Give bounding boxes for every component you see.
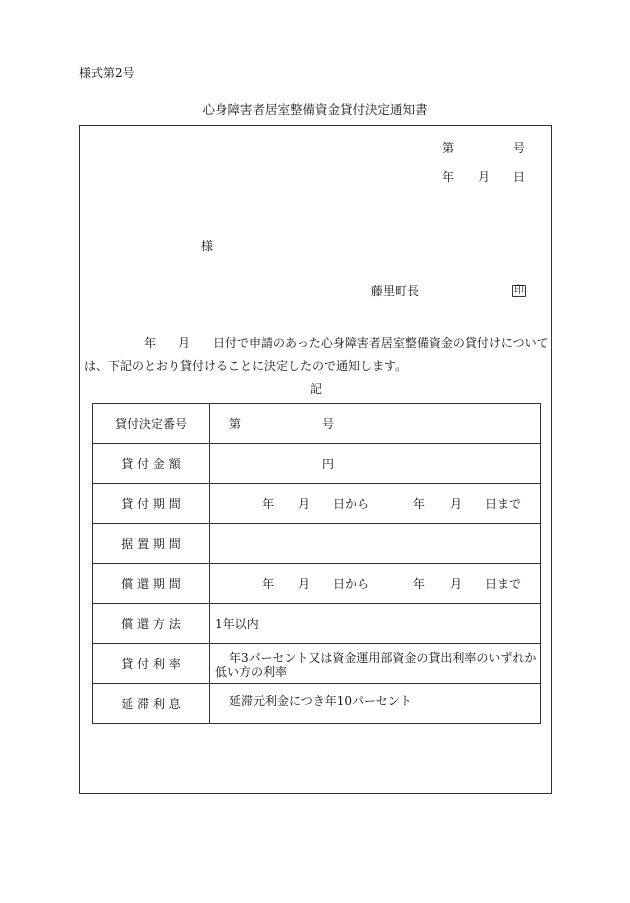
- to-day: 日まで: [485, 497, 522, 511]
- from-day: 日から: [333, 497, 370, 511]
- body-line1: 日付で申請のあった心身障害者居室整備資金の貸付けについて: [213, 336, 549, 350]
- to-year: 年: [413, 577, 426, 591]
- table-row: [93, 564, 541, 604]
- from-year: 年: [262, 577, 275, 591]
- decision-number-prefix: 第: [229, 417, 242, 431]
- row-label: 貸 付 金 額: [93, 444, 210, 484]
- document-title: 心身障害者居室整備資金貸付決定通知書: [202, 102, 428, 117]
- row-label: 据 置 期 間: [93, 524, 210, 564]
- row-label: 貸 付 利 率: [93, 644, 210, 684]
- row-value: [210, 604, 541, 644]
- row-value: [210, 644, 541, 684]
- table-row: [93, 604, 541, 644]
- amount-unit: 円: [322, 457, 335, 471]
- table-row: [93, 484, 541, 524]
- row-label: 貸 付 期 間: [93, 484, 210, 524]
- addressee-suffix: 様: [201, 239, 214, 253]
- date-month: 月: [478, 170, 491, 184]
- from-day: 日から: [333, 577, 370, 591]
- row-label: 償 還 方 法: [93, 604, 210, 644]
- row-value: [210, 564, 541, 604]
- body-line2: は、下記のとおり貸付けることに決定したので通知します。: [84, 359, 408, 373]
- from-month: 月: [298, 577, 311, 591]
- table-row: [93, 404, 541, 444]
- row-label: 償 還 期 間: [93, 564, 210, 604]
- from-month: 月: [298, 497, 311, 511]
- row-label: 延 滞 利 息: [93, 684, 210, 724]
- form-number: 様式第2号: [79, 66, 135, 80]
- date-day: 日: [513, 170, 526, 184]
- table-row: [93, 644, 541, 684]
- body-month: 月: [178, 336, 191, 350]
- row-value: [210, 524, 541, 564]
- decision-number-suffix: 号: [322, 417, 335, 431]
- date-year: 年: [442, 170, 455, 184]
- row-value: [210, 484, 541, 524]
- number-suffix: 号: [513, 141, 526, 155]
- repayment-method-value: 1年以内: [215, 617, 259, 631]
- to-month: 月: [450, 577, 463, 591]
- ki-heading: 記: [310, 382, 323, 396]
- number-prefix: 第: [442, 141, 455, 155]
- loan-detail-table: [92, 403, 541, 724]
- body-year: 年: [144, 336, 157, 350]
- table-row: [93, 524, 541, 564]
- table-row: [93, 444, 541, 484]
- to-month: 月: [450, 497, 463, 511]
- interest-rate-line1: 年3パーセント又は資金運用部資金の貸出利率のいずれか: [229, 651, 537, 665]
- to-year: 年: [413, 497, 426, 511]
- row-label: 貸付決定番号: [93, 404, 210, 444]
- row-value: [210, 444, 541, 484]
- interest-rate-line2: 低い方の利率: [215, 665, 288, 679]
- late-interest-value: 延滞元利金につき年10パーセント: [229, 694, 412, 708]
- to-day: 日まで: [485, 577, 522, 591]
- issuer-name: 藤里町長: [371, 284, 420, 298]
- seal-mark: 印: [514, 285, 524, 296]
- from-year: 年: [262, 497, 275, 511]
- row-value: [210, 684, 541, 724]
- table-row: [93, 684, 541, 724]
- row-value: [210, 404, 541, 444]
